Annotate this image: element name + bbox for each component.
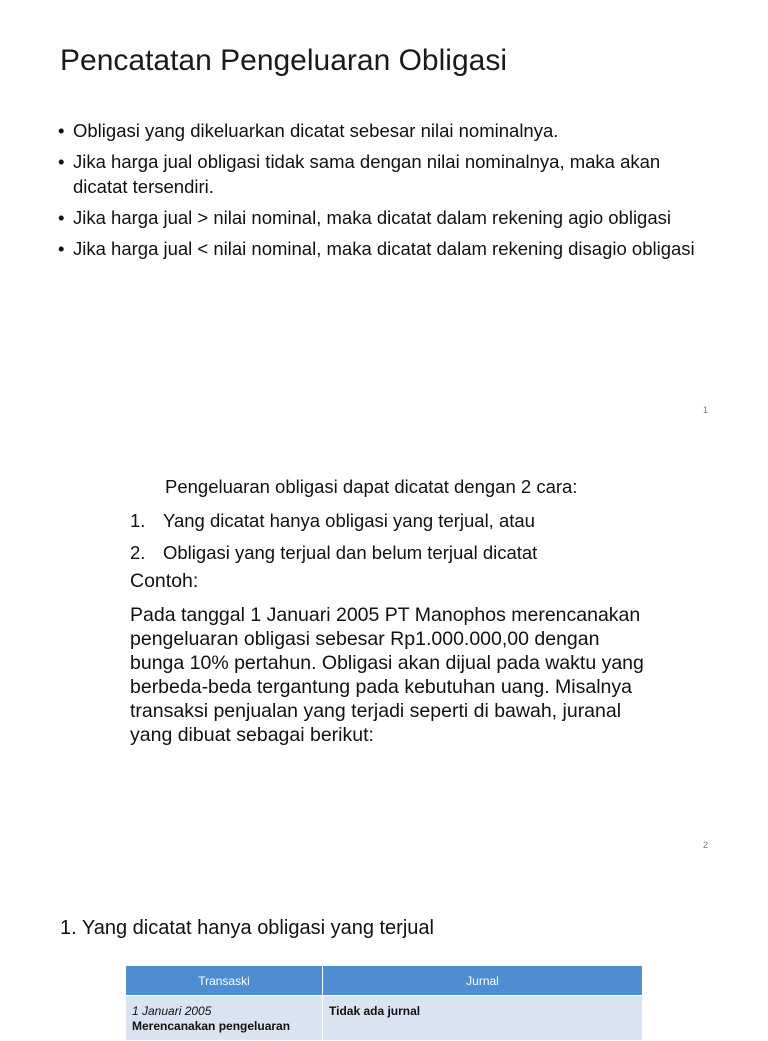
slide-3	[0, 880, 768, 1033]
transaction-cell	[126, 996, 323, 1041]
transaction-date: 1 Januari 2005	[132, 1004, 212, 1018]
slide-1	[0, 0, 768, 430]
page-number: 2	[702, 840, 708, 850]
numbered-list	[130, 508, 537, 572]
bullet-item	[58, 236, 708, 261]
bullet-text: Jika harga jual > nilai nominal, maka dicatat dalam rekening agio obligasi	[73, 207, 671, 228]
bullet-icon: •	[58, 151, 65, 172]
transaction-description: Merencanakan pengeluaran	[132, 1019, 291, 1033]
bullet-item	[58, 149, 708, 199]
example-heading: Contoh:	[130, 570, 199, 592]
example-paragraph: Pada tanggal 1 Januari 2005 PT Manophos merencanakan pengeluaran obligasi sebesar Rp1.000.000,00 dengan bunga 10% pertahun. Obligasi akan dijual pada waktu yang berbeda-beda tergantung pada kebutuhan uang. Misalnya transaksi penjualan yang terjadi seperti di bawah, juranal yang dibuat sebagai berikut:	[130, 604, 644, 746]
column-header-transaction: Transaski	[126, 966, 323, 996]
list-number: 1.	[130, 510, 146, 531]
page-number: 1	[702, 405, 708, 415]
table-row	[126, 996, 643, 1041]
list-text: Yang dicatat hanya obligasi yang terjual, atau	[163, 510, 535, 531]
bullet-list	[58, 118, 708, 267]
bullet-icon: •	[58, 120, 65, 141]
journal-table	[125, 965, 643, 1041]
journal-cell: Tidak ada jurnal	[323, 996, 643, 1041]
list-item	[130, 508, 537, 533]
section-title: 1. Yang dicatat hanya obligasi yang terjual	[60, 917, 434, 939]
slide-2	[0, 440, 768, 860]
bullet-text: Jika harga jual < nilai nominal, maka dicatat dalam rekening disagio obligasi	[73, 238, 695, 259]
list-number: 2.	[130, 542, 146, 563]
list-item	[130, 540, 537, 565]
list-text: Obligasi yang terjual dan belum terjual dicatat	[163, 542, 538, 563]
bullet-text: Obligasi yang dikeluarkan dicatat sebesar nilai nominalnya.	[73, 120, 559, 141]
bullet-icon: •	[58, 238, 65, 259]
bullet-icon: •	[58, 207, 65, 228]
column-header-journal: Jurnal	[323, 966, 643, 996]
slide-title: Pencatatan Pengeluaran Obligasi	[60, 44, 507, 77]
bullet-item	[58, 118, 708, 143]
table-header-row	[126, 966, 643, 996]
intro-text: Pengeluaran obligasi dapat dicatat dengan 2 cara:	[165, 476, 578, 497]
bullet-text: Jika harga jual obligasi tidak sama dengan nilai nominalnya, maka akan dicatat tersendiri.	[73, 151, 661, 197]
bullet-item	[58, 205, 708, 230]
